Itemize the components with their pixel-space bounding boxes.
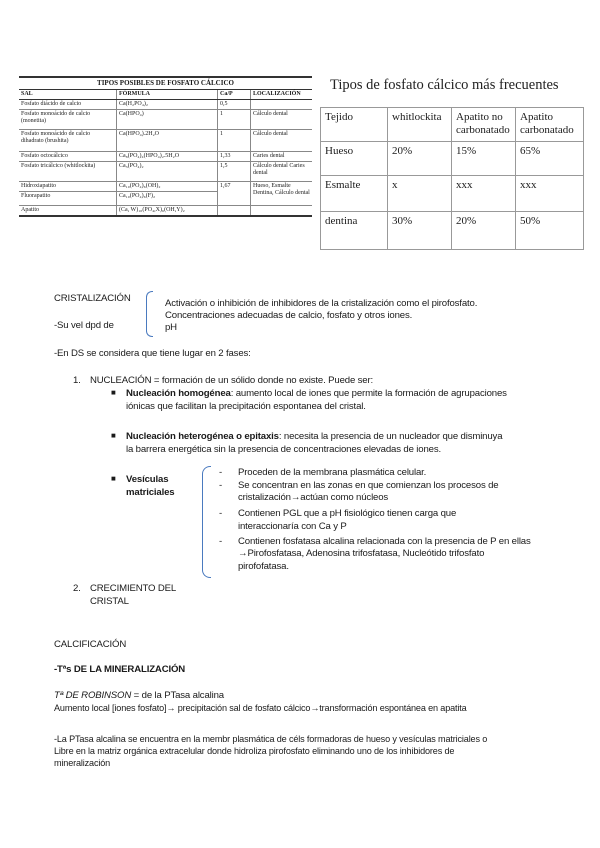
cell: Ca(HPO₄) <box>117 110 218 130</box>
cell: Fosfato monoácido de calcio dihadrato (brushita) <box>19 130 117 152</box>
frecuentes-table <box>320 107 584 250</box>
ves-item-2a: Se concentran en las zonas en que comienzan los procesos de <box>238 480 499 491</box>
cell: Fosfato octocálcico <box>19 152 117 162</box>
brace-1 <box>146 291 153 337</box>
cell: Ca₁₀(PO₄)₆(OH)₂ <box>117 182 218 192</box>
dash: - <box>219 480 223 491</box>
cell: x <box>388 176 452 212</box>
cell: Ca₈(PO₄)₄(HPO₄)₂.5H₂O <box>117 152 218 162</box>
cell: Hueso, Esmalte Dentina, Cálculo dental <box>251 182 313 206</box>
cell: Fluorapatito <box>19 192 117 206</box>
cell: 1 <box>218 110 251 130</box>
cell: Fosfato tricálcico (whitlockita) <box>19 162 117 182</box>
bullet-icon: ■ <box>111 431 116 440</box>
cell: Ca(HPO₄).2H₂O <box>117 130 218 152</box>
dash: - <box>219 508 223 519</box>
ves-item-4c: pirofofatasa. <box>238 561 289 572</box>
table-row <box>19 110 312 130</box>
cell: 20% <box>452 212 516 250</box>
ptasa-line-2: Libre en la matriz orgánica extracelular donde hidroliza pirofosfato eliminando uno de los inhibidores de <box>54 746 455 756</box>
brace1-line-2: Concentraciones adecuadas de calcio, fosfato y otros iones. <box>165 310 413 321</box>
cell: Cálculo dental <box>251 130 313 152</box>
cell: xxx <box>452 176 516 212</box>
list-number-2: 2. <box>73 583 81 594</box>
col-header-formula: FÓRMULA <box>117 90 218 100</box>
col-header-apatito-no-carb: Apatito no carbonatado <box>452 108 516 142</box>
cell: 65% <box>516 142 584 176</box>
crecimiento-line-2: CRISTAL <box>90 596 129 607</box>
table-row <box>19 162 312 182</box>
vesiculas-line-1: Vesículas <box>126 474 169 485</box>
brace1-line-3: pH <box>165 322 177 333</box>
cell: 30% <box>388 212 452 250</box>
cell: 1 <box>218 130 251 152</box>
table-row <box>321 212 584 250</box>
cell: Fosfato monoácido de calcio (monetita) <box>19 110 117 130</box>
ves-item-1: Proceden de la membrana plasmática celular. <box>238 467 427 478</box>
ves-item-3a: Contienen PGL que a pH fisiológico tienen carga que <box>238 508 457 519</box>
table-caption: TIPOS POSIBLES DE FOSFATO CÁLCICO <box>19 77 312 90</box>
col-header-localizacion: LOCALIZACIÓN <box>251 90 313 100</box>
dash: - <box>219 536 223 547</box>
cell: dentina <box>321 212 388 250</box>
ptasa-line-1: -La PTasa alcalina se encuentra en la membr plasmática de céls formadoras de hueso y vesículas matriciales o <box>54 734 488 744</box>
aumento-line: Aumento local [iones fosfato]→ precipitación sal de fosfato cálcico→transformación espontánea en apatita <box>54 703 467 713</box>
cell: Fosfato diácido de calcio <box>19 100 117 110</box>
ves-item-3b: interaccionaría con Ca y P <box>238 521 347 532</box>
brace-2 <box>202 466 211 578</box>
table-row <box>19 182 312 192</box>
cell: Ca₁₀(PO₄)₆(F)₂ <box>117 192 218 206</box>
heading-cristalizacion: CRISTALIZACIÓN <box>54 293 131 304</box>
cell: (Ca, W)₁₀(PO₄,X)₆(OH,Y)₂ <box>117 206 218 217</box>
col-header-apatito-carb: Apatito carbonatado <box>516 108 584 142</box>
cell: Cálculo dental <box>251 110 313 130</box>
cell <box>218 206 251 217</box>
cell: 15% <box>452 142 516 176</box>
table-row <box>321 142 584 176</box>
heterogenea-line-1: Nucleación heterogénea o epitaxis: necesita la presencia de un nucleador que disminuya <box>126 431 503 442</box>
ves-item-2b: cristalización→actúan como núcleos <box>238 492 389 503</box>
table-row <box>19 206 312 217</box>
vesiculas-line-2: matriciales <box>126 487 175 498</box>
heading-calcificacion: CALCIFICACIÓN <box>54 639 127 650</box>
cell: 1,67 <box>218 182 251 206</box>
bullet-icon: ■ <box>111 474 116 483</box>
table-row <box>19 130 312 152</box>
nucleacion-line: NUCLEACIÓN = formación de un sólido donde no existe. Puede ser: <box>90 375 374 386</box>
table2-title: Tipos de fosfato cálcico más frecuentes <box>330 77 559 93</box>
ves-item-4a: Contienen fosfatasa alcalina relacionada con la presencia de P en ellas <box>238 536 531 547</box>
cell: Caries dental <box>251 152 313 162</box>
fosfato-types-table <box>19 76 312 217</box>
cell <box>251 100 313 110</box>
cell: Ca₃(PO₄)₂ <box>117 162 218 182</box>
cell <box>251 206 313 217</box>
heading-teorias: -Tªs DE LA MINERALIZACIÓN <box>54 664 186 675</box>
table-row <box>321 176 584 212</box>
cell: Ca(H₂PO₄)₂ <box>117 100 218 110</box>
homogenea-line-1: Nucleación homogénea: aumento local de iones que permite la formación de agrupaciones <box>126 388 507 399</box>
col-header-sal: SAL <box>19 90 117 100</box>
cell: 0,5 <box>218 100 251 110</box>
crecimiento-line-1: CRECIMIENTO DEL <box>90 583 177 594</box>
brace1-line-1: Activación o inhibición de inhibidores de la cristalización como el pirofosfato. <box>165 298 478 309</box>
cell: 1,33 <box>218 152 251 162</box>
cell: xxx <box>516 176 584 212</box>
col-header-whitlockita: whitlockita <box>388 108 452 142</box>
ptasa-line-3: mineralización <box>54 758 111 768</box>
col-header-tejido: Tejido <box>321 108 388 142</box>
cell: 20% <box>388 142 452 176</box>
heterogenea-line-2: la barrera energética sin la presencia de concentraciones elevadas de iones. <box>126 444 441 455</box>
cell: Esmalte <box>321 176 388 212</box>
cell: 50% <box>516 212 584 250</box>
table-row <box>19 152 312 162</box>
cell: Apatito <box>19 206 117 217</box>
bullet-icon: ■ <box>111 388 116 397</box>
ves-item-4b: →Pirofosfatasa, Adenosina trifosfatasa, Nucleótido trifosfato <box>238 548 485 559</box>
en-ds-line: -En DS se considera que tiene lugar en 2 fases: <box>54 348 251 359</box>
col-header-cap: Ca/P <box>218 90 251 100</box>
robinson-line: Tª DE ROBINSON = de la PTasa alcalina <box>54 690 224 701</box>
homogenea-line-2: iónicas que facilitan la precipitación espontanea del cristal. <box>126 401 366 412</box>
cell: Hueso <box>321 142 388 176</box>
su-vel-line: -Su vel dpd de <box>54 320 114 331</box>
cell: Cálculo dental Caries dental <box>251 162 313 182</box>
table-row <box>19 100 312 110</box>
dash: - <box>219 467 223 478</box>
list-number-1: 1. <box>73 375 81 386</box>
cell: 1,5 <box>218 162 251 182</box>
cell: Hidroxiapatito <box>19 182 117 192</box>
